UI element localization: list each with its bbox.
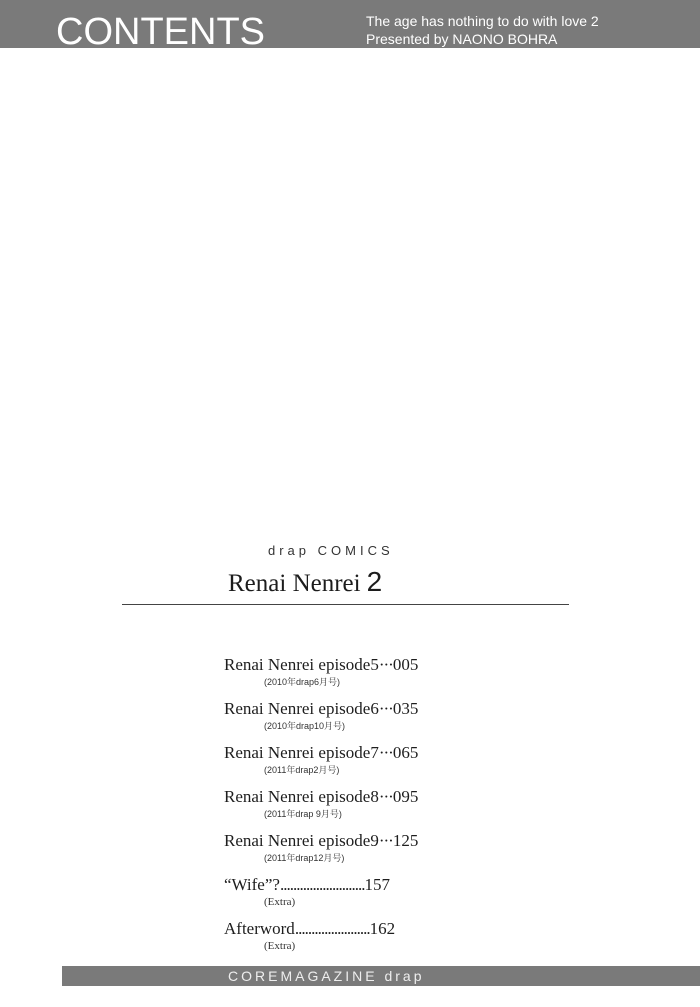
- toc-entry: [224, 786, 464, 830]
- toc-entry: [224, 654, 464, 698]
- toc-title: Renai Nenrei episode8: [224, 787, 379, 806]
- toc-entry: [224, 874, 464, 918]
- book-title: [228, 566, 382, 598]
- toc-note: (Extra): [264, 896, 296, 908]
- toc-title: Afterword: [224, 919, 295, 938]
- table-of-contents: [224, 654, 464, 962]
- toc-entry: [224, 698, 464, 742]
- header-subtitle: [366, 12, 666, 48]
- page-title: CONTENTS: [56, 11, 265, 53]
- toc-page: 157: [364, 875, 390, 894]
- toc-note: (2010年drap10月号): [264, 721, 346, 731]
- toc-title: Renai Nenrei episode5: [224, 655, 379, 674]
- toc-title: Renai Nenrei episode6: [224, 699, 379, 718]
- toc-note: (2011年drap12月号): [264, 853, 345, 863]
- toc-page: 095: [392, 787, 419, 806]
- toc-page: 005: [392, 655, 419, 674]
- toc-title: “Wife”?: [224, 875, 280, 894]
- toc-note: (2011年drap2月号): [264, 765, 340, 775]
- toc-note: (2010年drap6月号): [264, 677, 341, 687]
- book-volume: 2: [366, 566, 383, 597]
- publisher-label: COREMAGAZINE drap: [228, 968, 425, 984]
- toc-entry: [224, 918, 464, 962]
- toc-leader: ···: [378, 699, 393, 718]
- toc-page: 125: [392, 831, 419, 850]
- book-title-text: Renai Nenrei: [228, 570, 361, 597]
- title-divider: [122, 604, 569, 605]
- toc-leader: .......................: [294, 919, 370, 938]
- toc-entry: [224, 742, 464, 786]
- toc-title: Renai Nenrei episode9: [224, 831, 379, 850]
- toc-leader: ···: [378, 743, 393, 762]
- toc-page: 162: [369, 919, 396, 938]
- toc-title: Renai Nenrei episode7: [224, 743, 379, 762]
- toc-leader: ..........................: [279, 875, 365, 894]
- toc-leader: ···: [378, 831, 393, 850]
- imprint-label: drap COMICS: [268, 543, 394, 558]
- toc-leader: ···: [378, 787, 393, 806]
- toc-entry: [224, 830, 464, 874]
- subtitle-line-1: The age has nothing to do with love 2: [366, 13, 599, 29]
- toc-note: (Extra): [264, 940, 296, 952]
- toc-page: 035: [392, 699, 419, 718]
- toc-leader: ···: [378, 655, 393, 674]
- toc-page: 065: [392, 743, 419, 762]
- toc-note: (2011年drap 9月号): [264, 809, 342, 819]
- subtitle-line-2: Presented by NAONO BOHRA: [366, 31, 558, 47]
